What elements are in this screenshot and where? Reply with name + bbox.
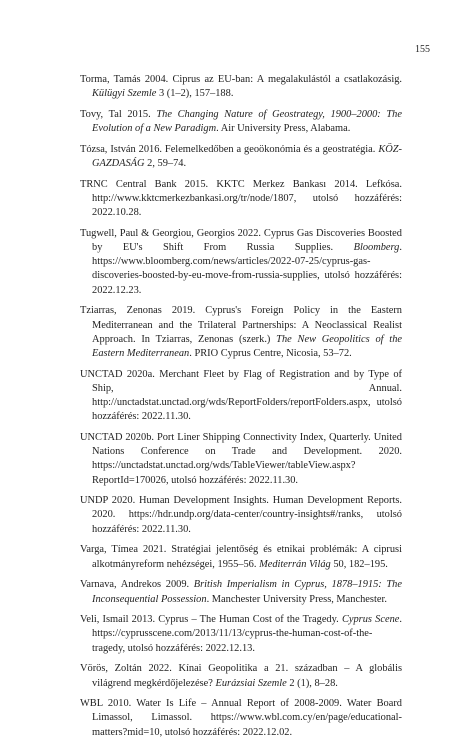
- reference-text: Vörös, Zoltán 2022. Kínai Geopolitika a 21. században – A globális világrend megkérdőjelezése?: [80, 663, 402, 689]
- reference-entry: [80, 494, 402, 537]
- reference-text: WBL 2010. Water Is Life – Annual Report of 2008-2009. Water Board Limassol, Limassol. https://www.wbl.com.cy/en/page/educational-matters?mid=10, utolsó hozzáférés: 2022.12.02.: [80, 698, 402, 738]
- reference-text: 2 (1), 8–28.: [286, 677, 338, 689]
- reference-italic: Eurázsiai Szemle: [215, 677, 287, 689]
- reference-italic: KÖZ-GAZDASÁG: [92, 143, 402, 170]
- reference-entry: [80, 304, 402, 361]
- reference-entry: [80, 143, 402, 171]
- reference-text: . https://www.bloomberg.com/news/articles/2022-07-25/cyprus-gas-discoveries-boosted-by-eu-move-from-russia-supplies, utolsó hozzáférés: 2022.12.23.: [92, 242, 402, 296]
- reference-entry: [80, 543, 402, 571]
- reference-text: Tovy, Tal 2015.: [80, 108, 157, 120]
- reference-text: UNDP 2020. Human Development Insights. Human Development Reports. 2020. https://hdr.undp.org/data-center/country-insights#/ranks, utolsó hozzáférés: 2022.11.30.: [80, 495, 402, 535]
- reference-list: [80, 73, 402, 746]
- reference-italic: Mediterrán Világ: [259, 558, 331, 570]
- page-number: 155: [415, 44, 430, 55]
- reference-entry: [80, 368, 402, 425]
- reference-text: 3 (1–2), 157–188.: [156, 88, 234, 100]
- reference-text: Tziarras, Zenonas 2019. Cyprus's Foreign Policy in the Eastern Mediterranean and the Trilateral Partnerships: A Neoclassical Realist Approach. In Tziarras, Zenonas (szerk.): [80, 305, 402, 345]
- reference-italic: Bloomberg: [353, 242, 400, 254]
- reference-text: TRNC Central Bank 2015. KKTC Merkez Bankası 2014. Lefkósa. http://www.kktcmerkezbankasi.org/tr/node/1807, utolsó hozzáférés: 2022.10.28.: [80, 178, 402, 219]
- reference-entry: [80, 697, 402, 740]
- reference-italic: Külügyi Szemle: [92, 88, 157, 100]
- reference-entry: [80, 227, 402, 298]
- reference-entry: [80, 613, 402, 656]
- reference-italic: Cyprus Scene: [341, 614, 400, 626]
- reference-entry: [80, 578, 402, 606]
- reference-italic: British Imperialism in Cyprus, 1878–1915: The Inconsequential Possession: [92, 579, 402, 605]
- reference-entry: [80, 108, 402, 136]
- reference-text: . https://cyprusscene.com/2013/11/13/cyprus-the-human-cost-of-the-tragedy, utolsó hozzáférés: 2022.12.13.: [92, 614, 402, 654]
- reference-text: UNCTAD 2020b. Port Liner Shipping Connectivity Index, Quarterly. United Nations Conference on Trade and Development. 2020. https://unctadstat.unctad.org/wds/TableViewer/tableView.aspx?ReportId=170026, utolsó hozzáférés: 2022.11.30.: [80, 431, 402, 486]
- reference-italic: The New Geopolitics of the Eastern Mediterranean: [92, 333, 402, 359]
- reference-text: Tózsa, István 2016. Felemelkedőben a geoökonómia és a geostratégia.: [80, 143, 379, 155]
- reference-text: 2, 59–74.: [144, 158, 187, 170]
- reference-italic: The Changing Nature of Geostrategy, 1900–2000: The Evolution of a New Paradigm: [92, 108, 402, 135]
- reference-text: . PRIO Cyprus Centre, Nicosia, 53–72.: [189, 347, 352, 359]
- reference-entry: [80, 178, 402, 221]
- reference-text: Tugwell, Paul & Georgiou, Georgios 2022. Cyprus Gas Discoveries Boosted by EU's Shift From Russia Supplies.: [80, 227, 402, 254]
- reference-text: 50, 182–195.: [330, 558, 388, 570]
- reference-text: Veli, Ismail 2013. Cyprus – The Human Cost of the Tragedy.: [80, 614, 342, 626]
- reference-text: Varnava, Andrekos 2009.: [80, 579, 194, 591]
- reference-text: UNCTAD 2020a. Merchant Fleet by Flag of Registration and by Type of Ship, Annual. http://unctadstat.unctad.org/wds/ReportFolders/reportFolders.aspx, utolsó hozzáférés: 2022.11.30.: [80, 368, 402, 423]
- reference-text: Varga, Tímea 2021. Stratégiai jelentőség és etnikai problémák: A ciprusi alkotmányreform nehézségei, 1955–56.: [80, 544, 402, 570]
- reference-entry: [80, 431, 402, 488]
- reference-text: . Manchester University Press, Manchester.: [206, 593, 387, 605]
- reference-text: . Air University Press, Alabama.: [216, 123, 351, 135]
- reference-entry: [80, 73, 402, 101]
- reference-text: Torma, Tamás 2004. Ciprus az EU-ban: A megalakulástól a csatlakozásig.: [80, 74, 402, 85]
